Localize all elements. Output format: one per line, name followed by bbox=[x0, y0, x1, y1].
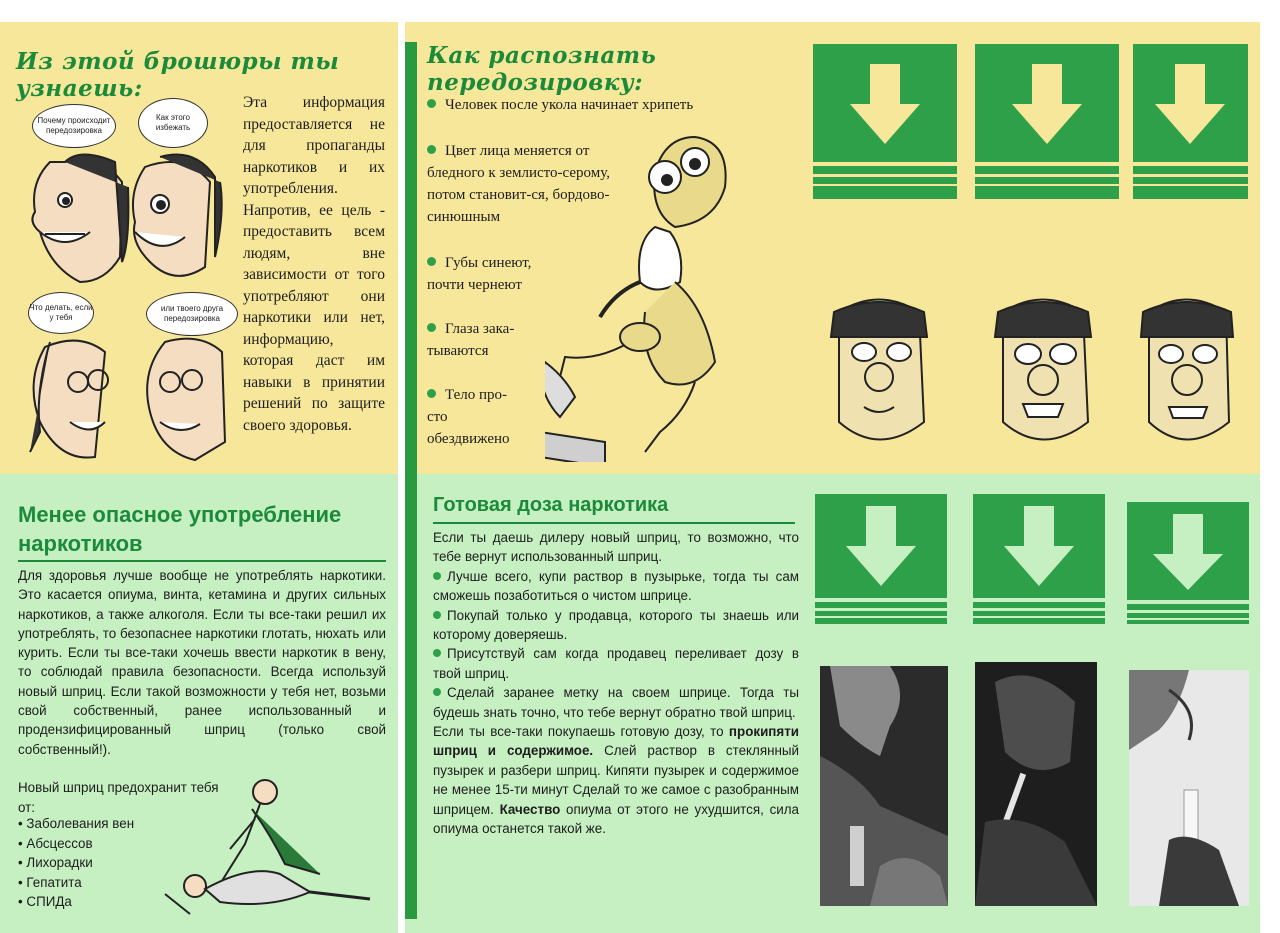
overdose-cartoon-illustration bbox=[545, 132, 775, 462]
bottom-middle-panel bbox=[405, 474, 815, 933]
safer-use-paragraph: Для здоровья лучше вообще не употреблять наркотики. Это касается опиума, винта, кетамина и других сильных наркотиков, а также алкоголя. Если ты все-таки решил их употреблять, то безопаснее наркотики глотать, нюхать или курить. Если ты все-таки хочешь ввести наркотик в вену, то соблюдай правила безопасности. Всегда используй новый шприц. Если такой возможности у тебя нет, возьми свой собственный, ранее использованный и продензифицированный шприц (только свой собственный!). bbox=[18, 568, 386, 757]
cartoon-faces-illustration bbox=[10, 92, 238, 472]
bullet-dot bbox=[433, 611, 441, 619]
green-arrow-card bbox=[813, 44, 957, 199]
overdose-face-column bbox=[965, 22, 1125, 474]
protect-list bbox=[18, 814, 134, 912]
list-item: • Гепатита bbox=[18, 874, 82, 890]
photo-shapes bbox=[1129, 670, 1249, 906]
safer-use-title: Менее опасное употребление наркотиков bbox=[18, 502, 342, 556]
bullet-paragraph: Сделай заранее метку на своем шприце. Тогда ты будешь знать точно, что тебе вернут обратно твой шприц. bbox=[433, 685, 799, 720]
bullet-dot bbox=[427, 323, 436, 332]
photo-columns-panel bbox=[815, 474, 1260, 933]
thought-bubble: Что делать, если у тебя bbox=[28, 292, 94, 334]
bullet-dot bbox=[427, 257, 436, 266]
symptom-item: Человек после укола начинает хрипеть bbox=[427, 94, 787, 116]
green-arrow-card bbox=[1127, 502, 1249, 624]
cartoon-faces-drawing bbox=[10, 92, 238, 472]
overdose-face-column bbox=[1125, 22, 1260, 474]
bullet-dot bbox=[427, 99, 436, 108]
symptom-item: Губы синеют, почти чернеют bbox=[427, 255, 532, 293]
photo-lighter-scene bbox=[1129, 670, 1249, 906]
list-item: • Абсцессов bbox=[18, 835, 93, 851]
bullet-dot bbox=[427, 389, 436, 398]
bullet-dot bbox=[433, 688, 441, 696]
overdose-face-drawing bbox=[983, 292, 1113, 452]
top-middle-panel bbox=[405, 22, 805, 474]
list-item: • СПИДа bbox=[18, 894, 72, 909]
down-arrow-icon bbox=[1127, 502, 1249, 624]
green-arrow-card bbox=[973, 494, 1105, 624]
overdose-face-column bbox=[805, 22, 965, 474]
green-arrow-card bbox=[1133, 44, 1248, 199]
down-arrow-icon bbox=[973, 494, 1105, 624]
list-item: • Заболевания вен bbox=[18, 816, 135, 831]
bullet-paragraph: Присутствуй сам когда продавец переливает дозу в твой шприц. bbox=[433, 646, 799, 681]
bullet-dot bbox=[427, 145, 436, 154]
down-arrow-icon bbox=[813, 44, 957, 199]
bullet-dot bbox=[433, 572, 441, 580]
intro-paragraph: Эта информация предоставляется не для пропаганды наркотиков и их употребления. Напротив, ее цель - предоставить всем людям, вне зависимости от того употребляют они наркотики или нет, информацию, которая даст им навыки в принятии решений по защите своего здоровья. bbox=[243, 94, 385, 434]
down-arrow-icon bbox=[815, 494, 947, 624]
thought-bubble: или твоего друга передозировка bbox=[146, 292, 238, 336]
green-fold-stripe bbox=[405, 42, 417, 482]
list-item: • Лихорадки bbox=[18, 855, 93, 870]
symptom-item: Цвет лица меняется от бледного к землисто-серому, потом становит-ся, бордово-синюшным bbox=[427, 143, 610, 225]
ready-dose-text bbox=[433, 528, 799, 839]
photo-injection-scene bbox=[820, 666, 948, 906]
ready-dose-title: Готовая доза наркотика bbox=[433, 494, 669, 516]
overdose-title: Как распознать передозировку: bbox=[427, 42, 657, 96]
symptom-item: Глаза зака-тываются bbox=[427, 321, 515, 359]
photo-shapes bbox=[975, 662, 1097, 906]
photo-syringe-scene bbox=[975, 662, 1097, 906]
bullet-paragraph: Покупай только у продавца, которого ты знаешь или которому доверяешь. bbox=[433, 607, 799, 643]
protect-label: Новый шприц предохранит тебя от: bbox=[18, 780, 219, 815]
paragraph: Если ты все-таки покупаешь готовую дозу, то прокипяти шприц и содержимое. Слей раствор в стеклянный пузырек и разбери шприц. Кипяти пузырек и содержимое не менее 15-ти минут Сделай то же самое с разобранным шприцем. Качество опиума от этого не ухудшится, сила опиума останется такой же. bbox=[433, 724, 799, 837]
people-cartoon-illustration bbox=[160, 774, 390, 924]
bottom-left-panel bbox=[0, 474, 398, 933]
photo-shapes bbox=[820, 666, 948, 906]
down-arrow-icon bbox=[1133, 44, 1248, 199]
top-left-title: Из этой брошюры ты узнаешь: bbox=[16, 48, 340, 102]
bullet-dot bbox=[433, 649, 441, 657]
green-arrow-card bbox=[815, 494, 947, 624]
green-arrow-card bbox=[975, 44, 1119, 199]
symptom-item: Тело про-сто обездвижено bbox=[427, 387, 510, 447]
top-left-panel bbox=[0, 22, 398, 474]
title-underline bbox=[433, 522, 795, 524]
overdose-face-drawing bbox=[1131, 292, 1251, 452]
title-underline bbox=[18, 560, 386, 562]
paragraph: Если ты даешь дилеру новый шприц, то возможно, что тебе вернут использованный шприц. bbox=[433, 530, 799, 565]
thought-bubble: Почему происходит передозировка bbox=[32, 104, 116, 148]
overdose-face-drawing bbox=[819, 292, 949, 452]
thought-bubble: Как этого избежать bbox=[138, 98, 208, 148]
bullet-paragraph: Лучше всего, купи раствор в пузырьке, тогда ты сам сможешь позаботиться о чистом шприце. bbox=[433, 568, 799, 604]
down-arrow-icon bbox=[975, 44, 1119, 199]
green-fold-stripe bbox=[405, 474, 417, 919]
